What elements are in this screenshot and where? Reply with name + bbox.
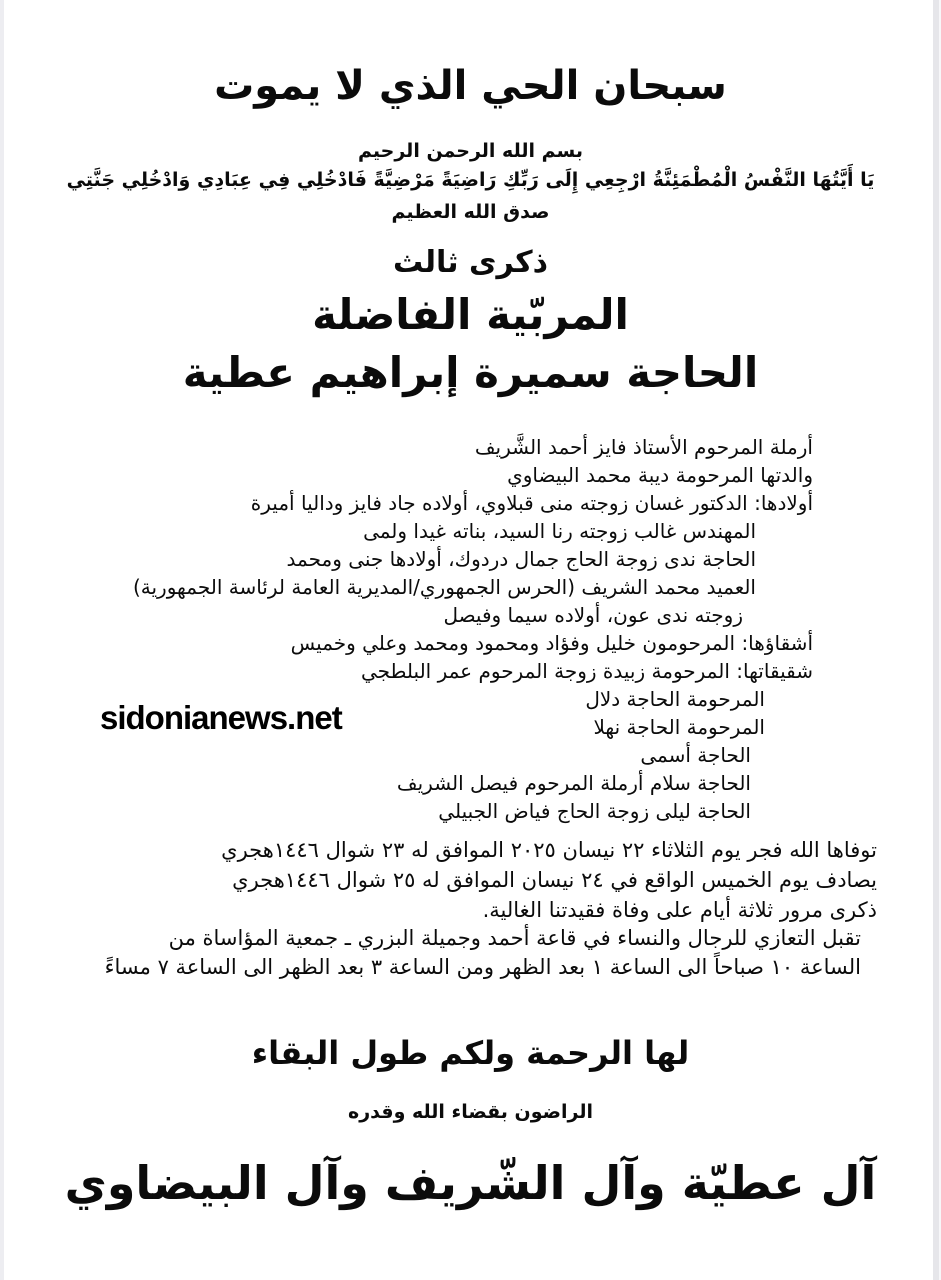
memorial-date-line: يصادف يوم الخميس الواقع في ٢٤ نيسان الموافق له ٢٥ شوال ١٤٤٦هجري — [232, 868, 877, 892]
family-line: الحاجة أسمى — [640, 743, 751, 767]
submission-line: الراضون بقضاء الله وقدره — [348, 1101, 593, 1123]
condolences-hours-line: الساعة ١٠ صباحاً الى الساعة ١ بعد الظهر ومن الساعة ٣ بعد الظهر الى الساعة ٧ مساءً — [104, 955, 861, 979]
mercy-heading: لها الرحمة ولكم طول البقاء — [251, 1034, 690, 1072]
family-line-children: أولادها: الدكتور غسان زوجته منى قبلاوي، أولاده جاد فايز وداليا أميرة — [250, 491, 813, 515]
family-line: المرحومة الحاجة نهلا — [593, 715, 765, 739]
tasdiq-line: صدق الله العظيم — [391, 201, 550, 223]
family-line-sisters: شقيقاتها: المرحومة زبيدة زوجة المرحوم عمر البلطجي — [360, 659, 813, 683]
quran-verse: يَا أَيَّتُهَا النَّفْسُ الْمُطْمَئِنَّةُ ارْجِعِي إِلَى رَبِّكِ رَاضِيَةً مَرْضِيَّةً فَادْخُلِي فِي عِبَادِي وَادْخُلِي جَنَّتِي — [66, 169, 875, 191]
family-line: العميد محمد الشريف (الحرس الجمهوري/المديرية العامة لرئاسة الجمهورية) — [132, 575, 756, 599]
family-line-brothers: أشقاؤها: المرحومون خليل وفؤاد ومحمود ومحمد وعلي وخميس — [290, 631, 813, 655]
families-signature: آل عطيّة وآل الشّريف وآل البيضاوي — [64, 1156, 877, 1210]
family-line: الحاجة ندى زوجة الحاج جمال دردوك، أولادها جنى ومحمد — [286, 547, 756, 571]
deceased-honorific: المربّية الفاضلة — [312, 290, 629, 339]
death-date-line: توفاها الله فجر يوم الثلاثاء ٢٢ نيسان ٢٠٢٥ الموافق له ٢٣ شوال ١٤٤٦هجري — [221, 838, 877, 862]
tasbih-heading: سبحان الحي الذي لا يموت — [214, 63, 727, 109]
watermark: sidonianews.net — [100, 699, 342, 736]
family-line: الحاجة سلام أرملة المرحوم فيصل الشريف — [396, 771, 751, 795]
family-list — [0, 433, 941, 825]
deceased-name: الحاجة سميرة إبراهيم عطية — [182, 348, 759, 397]
condolences-block — [0, 924, 941, 982]
family-line: زوجته ندى عون، أولاده سيما وفيصل — [443, 603, 743, 627]
family-line: المهندس غالب زوجته رنا السيد، بناته غيدا ولمى — [363, 519, 756, 543]
death-date-block — [0, 835, 941, 925]
basmala-line: بسم الله الرحمن الرحيم — [358, 140, 583, 162]
family-line-mother: والدتها المرحومة ديبة محمد البيضاوي — [507, 463, 813, 487]
family-line: المرحومة الحاجة دلال — [585, 687, 765, 711]
condolences-venue-line: تقبل التعازي للرجال والنساء في قاعة أحمد وجميلة البزري ـ جمعية المؤاساة من — [168, 926, 861, 950]
family-line: الحاجة ليلى زوجة الحاج فياض الجبيلي — [438, 799, 751, 823]
memorial-note-line: ذكرى مرور ثلاثة أيام على وفاة فقيدتنا الغالية. — [482, 898, 877, 922]
memorial-occasion: ذكرى ثالث — [393, 245, 548, 280]
family-line-widow-of: أرملة المرحوم الأستاذ فايز أحمد الشَّريف — [474, 435, 813, 459]
